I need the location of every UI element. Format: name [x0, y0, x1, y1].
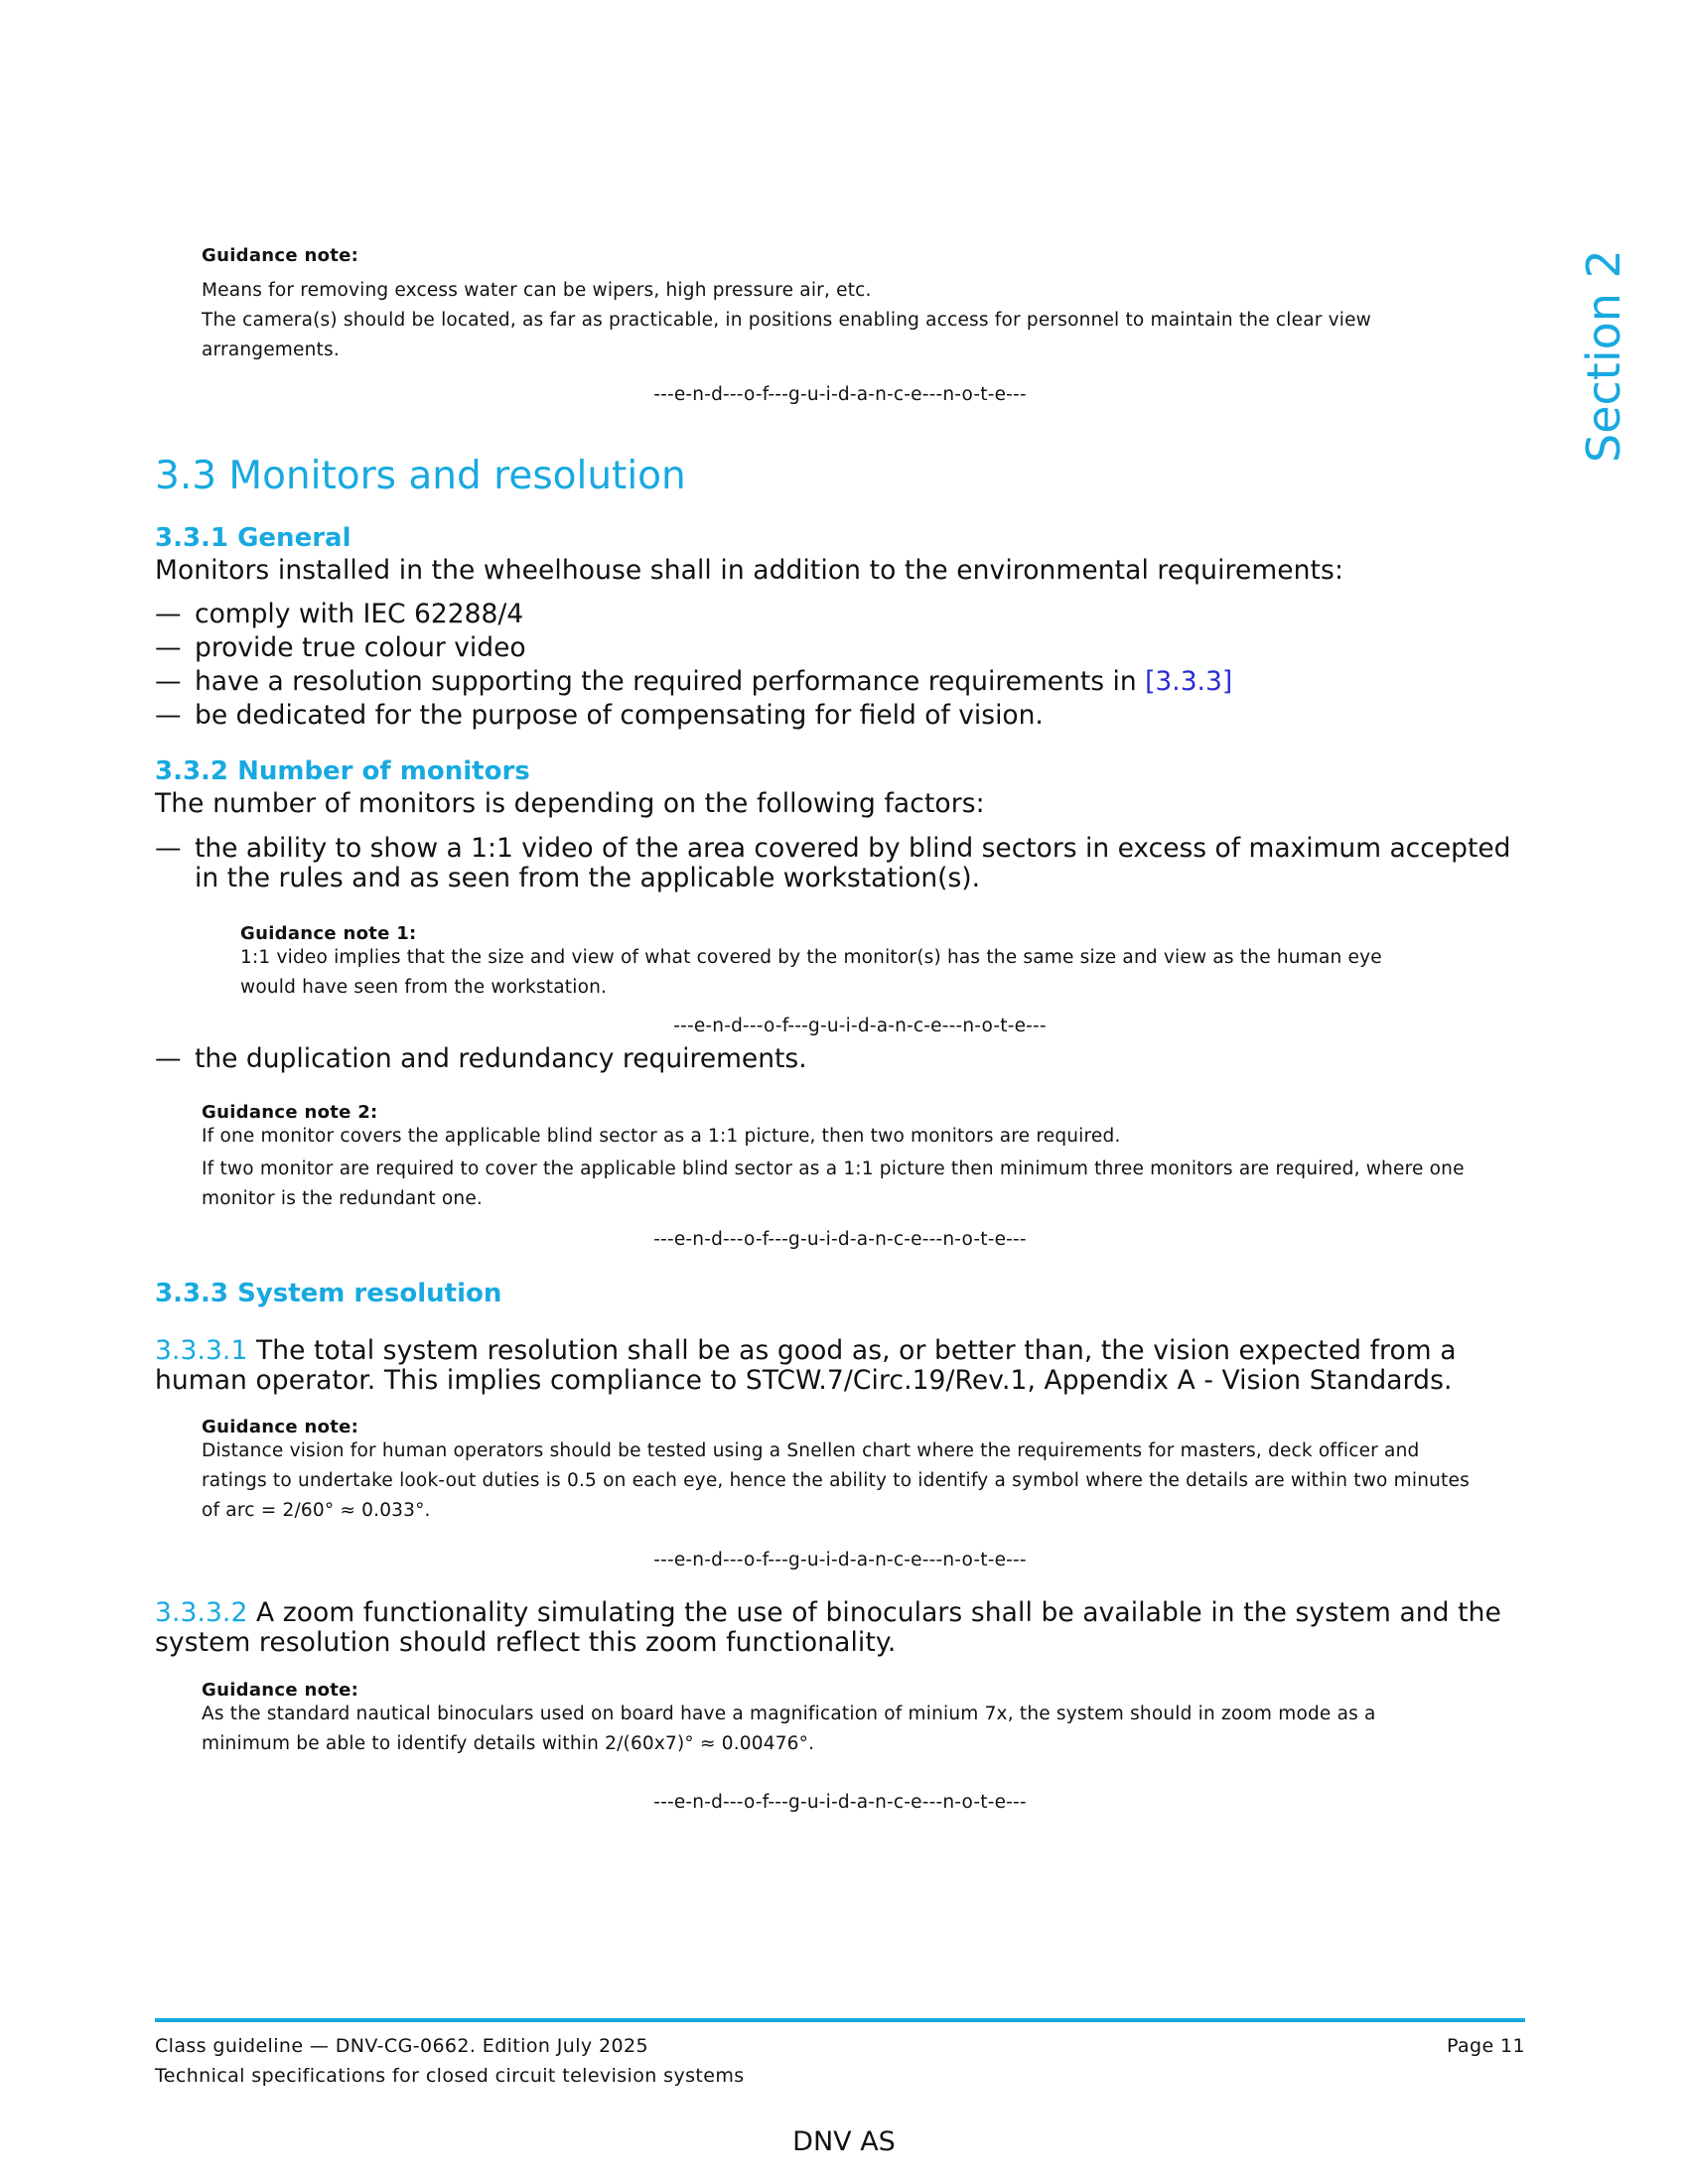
paragraph: The number of monitors is depending on the following factors: [155, 788, 985, 819]
section-heading: 3.3 Monitors and resolution [155, 454, 686, 498]
guidance-note-title: Guidance note: [202, 1417, 359, 1437]
guidance-line: If one monitor covers the applicable blind sector as a 1:1 picture, then two monitors are required. [202, 1126, 1121, 1147]
list-item-text: the duplication and redundancy requirements. [195, 1043, 807, 1074]
dash: — [155, 632, 182, 663]
list-item [155, 667, 1525, 697]
end-of-guidance-note: ---e-n-d---o-f---g-u-i-d-a-n-c-e---n-o-t-e--- [673, 1016, 1047, 1036]
guidance-note-text [202, 1122, 1482, 1214]
section-tab: Section 2 [1577, 249, 1630, 463]
list-item [155, 600, 1525, 629]
list-item-text: comply with IEC 62288/4 [195, 599, 524, 629]
dash: — [155, 1043, 182, 1074]
dash: — [155, 599, 182, 629]
footer-document-id: Class guideline — DNV-CG-0662. Edition July 2025 [155, 2035, 648, 2057]
guidance-note-title: Guidance note 1: [240, 923, 417, 944]
cross-reference-link[interactable]: [3.3.3] [1145, 666, 1233, 697]
list-item-text: the ability to show a 1:1 video of the area covered by blind sectors in excess of maximum accepted in the rules and as seen from the applicable workstation(s). [195, 833, 1511, 893]
dash: — [155, 666, 182, 697]
guidance-line: Means for removing excess water can be wipers, high pressure air, etc. [202, 280, 872, 301]
paragraph-number: 3.3.3.1 [155, 1335, 248, 1366]
list-item-text: be dedicated for the purpose of compensating for field of vision. [195, 700, 1044, 731]
guidance-note-text: As the standard nautical binoculars used on board have a magnification of minium 7x, the system should in zoom mode as a minimum be able to identify details within 2/(60x7)° ≈ 0.00476°. [202, 1704, 1376, 1754]
subsection-heading-general: 3.3.1 General [155, 523, 352, 553]
paragraph-number: 3.3.3.2 [155, 1597, 248, 1628]
dash: — [155, 700, 182, 731]
list-item [155, 633, 1525, 663]
guidance-line: The camera(s) should be located, as far as practicable, in positions enabling access for personnel to maintain the clear view arrangements. [202, 310, 1372, 360]
guidance-note-text [202, 276, 1433, 365]
list-item-text: provide true colour video [195, 632, 526, 663]
guidance-note-title: Guidance note: [202, 245, 359, 266]
end-of-guidance-note: ---e-n-d---o-f---g-u-i-d-a-n-c-e---n-o-t-e--- [653, 1550, 1027, 1570]
bullet-list [155, 600, 1525, 731]
guidance-line: If two monitor are required to cover the applicable blind sector as a 1:1 picture then minimum three monitors are required, where one monitor is the redundant one. [202, 1159, 1465, 1209]
footer-divider [155, 2018, 1525, 2022]
guidance-note-text: Distance vision for human operators should be tested using a Snellen chart where the requirements for masters, deck officer and ratings to undertake look-out duties is 0.5 on each eye, hence the ability to identify a symbol where the details are within two minutes of arc = 2/60° ≈ 0.033°. [202, 1440, 1470, 1521]
dash: — [155, 833, 182, 864]
company-name: DNV AS [792, 2126, 896, 2157]
guidance-note-title: Guidance note: [202, 1680, 359, 1701]
guidance-note-text: 1:1 video implies that the size and view of what covered by the monitor(s) has the same size and view as the human eye would have seen from the workstation. [240, 947, 1382, 998]
list-item [155, 1044, 1535, 1074]
end-of-guidance-note: ---e-n-d---o-f---g-u-i-d-a-n-c-e---n-o-t-e--- [653, 1229, 1027, 1250]
list-item-text [195, 667, 1232, 697]
paragraph [155, 1598, 1535, 1658]
list-item [155, 834, 1535, 893]
footer-document-title: Technical specifications for closed circuit television systems [155, 2065, 745, 2087]
subsection-heading-number-of-monitors: 3.3.2 Number of monitors [155, 756, 530, 786]
end-of-guidance-note: ---e-n-d---o-f---g-u-i-d-a-n-c-e---n-o-t-e--- [653, 384, 1027, 405]
page-number: Page 11 [1446, 2035, 1525, 2057]
list-item [155, 701, 1525, 731]
paragraph: Monitors installed in the wheelhouse shall in addition to the environmental requirements: [155, 555, 1343, 586]
end-of-guidance-note: ---e-n-d---o-f---g-u-i-d-a-n-c-e---n-o-t-e--- [653, 1792, 1027, 1813]
subsection-heading-system-resolution: 3.3.3 System resolution [155, 1279, 502, 1308]
list-item-text-part: have a resolution supporting the required performance requirements in [195, 666, 1146, 697]
paragraph-text: The total system resolution shall be as good as, or better than, the vision expected from a human operator. This implies compliance to STCW.7/Circ.19/Rev.1, Appendix A - Vision Standards. [155, 1335, 1457, 1396]
paragraph [155, 1336, 1535, 1396]
guidance-note-title: Guidance note 2: [202, 1102, 378, 1123]
paragraph-text: A zoom functionality simulating the use of binoculars shall be available in the system and the system resolution should reflect this zoom functionality. [155, 1597, 1501, 1658]
